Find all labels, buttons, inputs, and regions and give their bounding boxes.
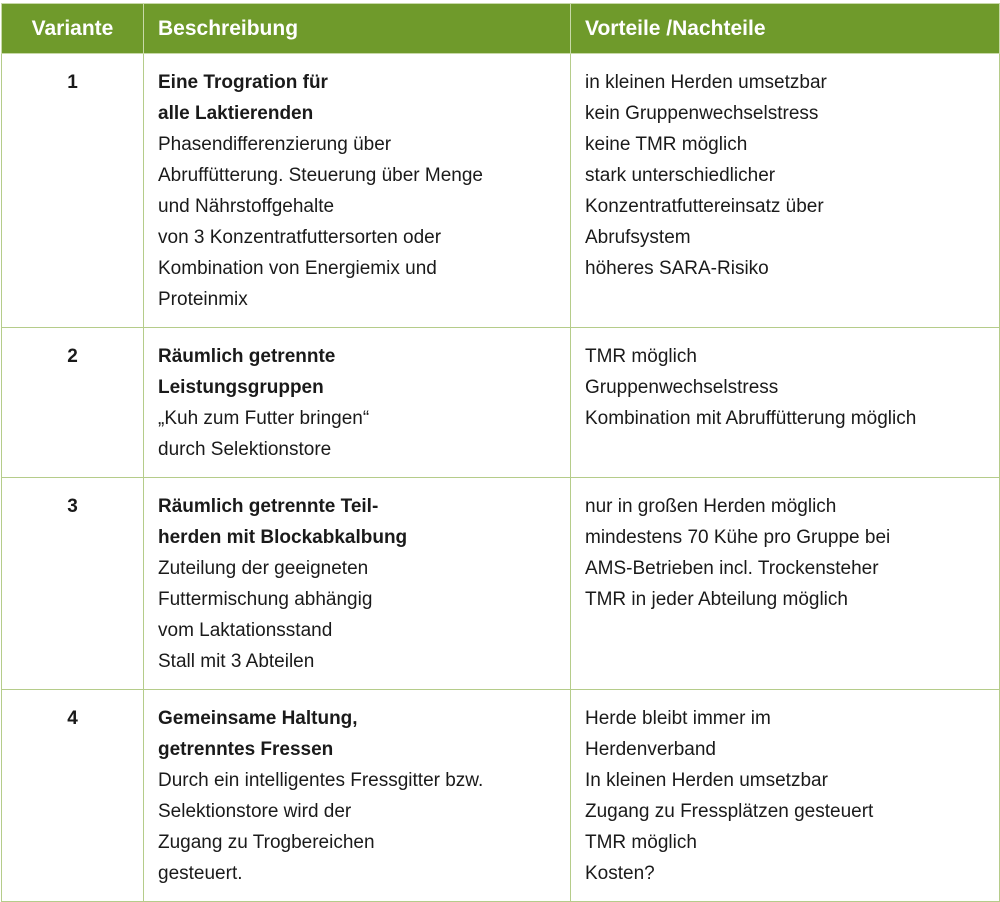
pros-cons-line: Gruppenwechselstress bbox=[585, 377, 779, 398]
table-row bbox=[2, 54, 1000, 328]
variant-title-line: Gemeinsame Haltung, bbox=[158, 708, 358, 729]
description-line: Kombination von Energiemix und bbox=[158, 258, 437, 279]
header-beschreibung: Beschreibung bbox=[144, 4, 571, 54]
description-line: Abruffütterung. Steuerung über Menge bbox=[158, 165, 483, 186]
variant-title-line: herden mit Blockabkalbung bbox=[158, 527, 408, 548]
variant-title-line: getrenntes Fressen bbox=[158, 739, 334, 760]
pros-cons-line: keine TMR möglich bbox=[585, 134, 748, 155]
description-line: vom Laktationsstand bbox=[158, 620, 333, 641]
pros-cons-line: TMR in jeder Abteilung möglich bbox=[585, 589, 848, 610]
pros-cons-line: kein Gruppenwechselstress bbox=[585, 103, 819, 124]
pros-cons-line: Herdenverband bbox=[585, 739, 716, 760]
description-line: „Kuh zum Futter bringen“ bbox=[158, 408, 370, 429]
pros-cons-line: Herde bleibt immer im bbox=[585, 708, 771, 729]
pros-cons-cell bbox=[571, 328, 1000, 478]
pros-cons-line: In kleinen Herden umsetzbar bbox=[585, 770, 828, 791]
variant-title-line: Räumlich getrennte Teil- bbox=[158, 496, 379, 517]
description-line: Zugang zu Trogbereichen bbox=[158, 832, 375, 853]
pros-cons-line: TMR möglich bbox=[585, 832, 697, 853]
pros-cons-cell bbox=[571, 478, 1000, 690]
variant-number: 4 bbox=[2, 690, 144, 902]
pros-cons-line: mindestens 70 Kühe pro Gruppe bei bbox=[585, 527, 891, 548]
table-row bbox=[2, 328, 1000, 478]
description-line: gesteuert. bbox=[158, 863, 243, 884]
description-line: durch Selektionstore bbox=[158, 439, 332, 460]
variant-title-line: alle Laktierenden bbox=[158, 103, 314, 124]
description-line: Phasendifferenzierung über bbox=[158, 134, 392, 155]
pros-cons-line: Kosten? bbox=[585, 863, 655, 884]
description-line: Futtermischung abhängig bbox=[158, 589, 373, 610]
table-row bbox=[2, 478, 1000, 690]
variant-number: 1 bbox=[2, 54, 144, 328]
table-row bbox=[2, 690, 1000, 902]
description-line: von 3 Konzentratfuttersorten oder bbox=[158, 227, 442, 248]
pros-cons-line: Zugang zu Fressplätzen gesteuert bbox=[585, 801, 874, 822]
header-variante: Variante bbox=[2, 4, 144, 54]
pros-cons-line: Abrufsystem bbox=[585, 227, 691, 248]
variant-number: 3 bbox=[2, 478, 144, 690]
pros-cons-line: in kleinen Herden umsetzbar bbox=[585, 72, 827, 93]
variant-title-line: Leistungsgruppen bbox=[158, 377, 324, 398]
feeding-variants-table bbox=[1, 3, 1000, 902]
description-line: Durch ein intelligentes Fressgitter bzw. bbox=[158, 770, 484, 791]
pros-cons-cell bbox=[571, 690, 1000, 902]
pros-cons-line: höheres SARA-Risiko bbox=[585, 258, 769, 279]
pros-cons-line: Konzentratfuttereinsatz über bbox=[585, 196, 824, 217]
pros-cons-line: stark unterschiedlicher bbox=[585, 165, 776, 186]
table-header bbox=[2, 4, 1000, 54]
pros-cons-line: AMS-Betrieben incl. Trockensteher bbox=[585, 558, 879, 579]
variant-title-line: Eine Trogration für bbox=[158, 72, 328, 93]
pros-cons-line: TMR möglich bbox=[585, 346, 697, 367]
description-cell bbox=[144, 54, 571, 328]
header-vorteile-nachteile: Vorteile /Nachteile bbox=[571, 4, 1000, 54]
variant-number: 2 bbox=[2, 328, 144, 478]
description-line: Stall mit 3 Abteilen bbox=[158, 651, 315, 672]
description-line: und Nährstoffgehalte bbox=[158, 196, 335, 217]
variant-title-line: Räumlich getrennte bbox=[158, 346, 336, 367]
description-line: Selektionstore wird der bbox=[158, 801, 352, 822]
description-line: Zuteilung der geeigneten bbox=[158, 558, 369, 579]
description-cell bbox=[144, 478, 571, 690]
description-line: Proteinmix bbox=[158, 289, 248, 310]
description-cell bbox=[144, 690, 571, 902]
description-cell bbox=[144, 328, 571, 478]
pros-cons-line: Kombination mit Abruffütterung möglich bbox=[585, 408, 917, 429]
pros-cons-cell bbox=[571, 54, 1000, 328]
pros-cons-line: nur in großen Herden möglich bbox=[585, 496, 837, 517]
